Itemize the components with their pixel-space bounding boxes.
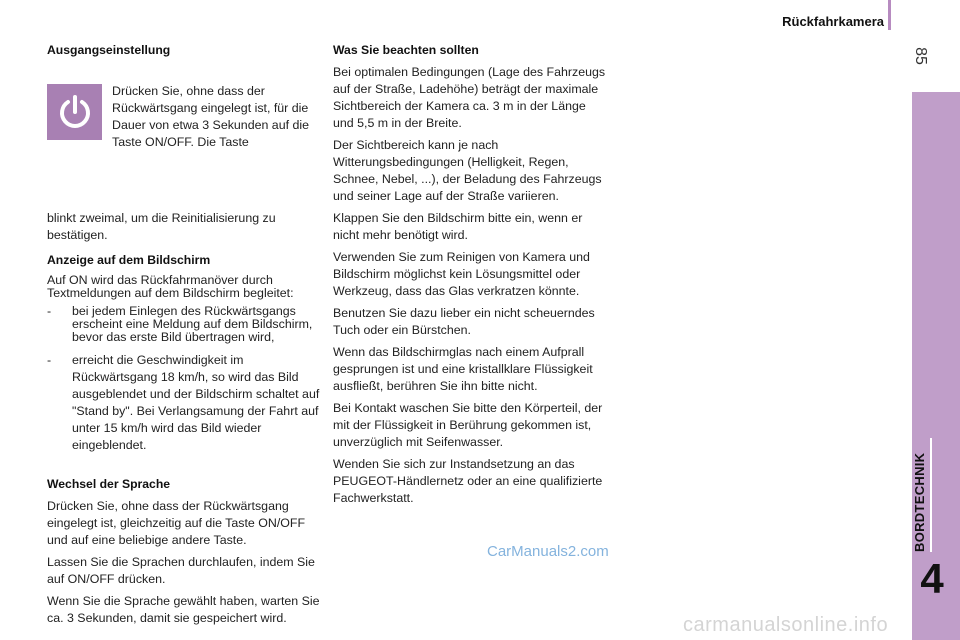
side-tab-divider [930, 438, 932, 552]
notes-paragraph: Klappen Sie den Bildschirm bitte ein, wenn er nicht mehr benötigt wird. [333, 211, 583, 242]
chapter-label-text: BORDTECHNIK [912, 452, 927, 552]
setting-intro-block [47, 64, 321, 149]
list-dash: - [47, 353, 52, 367]
notes-paragraph: Verwenden Sie zum Reinigen von Kamera und Bildschirm möglichst kein Lösungsmittel oder Werkzeug, dass das Glas verkratzen könnte. [333, 250, 590, 298]
right-column [333, 42, 608, 512]
power-icon-glyph [56, 93, 94, 131]
notes-paragraph: Bei Kontakt waschen Sie bitte den Körperteil, der mit der Flüssigkeit in Berührung gekommen ist, unverzüglich mit Seifenwasser. [333, 401, 603, 449]
chapter-number: 4 [920, 555, 944, 602]
language-paragraph: Drücken Sie, ohne dass der Rückwärtsgang eingelegt ist, gleichzeitig auf die Taste ON/OFF und auf eine beliebige andere Taste. [47, 499, 306, 547]
setting-intro-text: Drücken Sie, ohne dass der Rückwärtsgang eingelegt ist, für die Dauer von etwa 3 Sekunden auf die Taste ON/OFF. Die Taste [112, 84, 310, 149]
language-paragraph: Lassen Sie die Sprachen durchlaufen, indem Sie auf ON/OFF drücken. [47, 555, 315, 586]
notes-heading: Was Sie beachten sollten [333, 43, 479, 57]
language-paragraph: Wenn Sie die Sprache gewählt haben, warten Sie ca. 3 Sekunden, damit sie gespeichert wird. [47, 594, 320, 625]
left-column [47, 42, 321, 632]
watermark-footer[interactable]: carmanualsonline.info [683, 614, 889, 636]
list-item-text: erreicht die Geschwindigkeit im Rückwärtsgang 18 km/h, so wird das Bild ausgeblendet und der Bildschirm schaltet auf "Stand by". Bei Verlangsamung der Fahrt auf unter 15 km/h wird das Bild wieder eingeblendet. [72, 353, 320, 452]
list-item [47, 352, 321, 454]
page-number: 85 [912, 47, 929, 65]
page-header-title: Rückfahrkamera [782, 14, 884, 29]
setting-heading: Ausgangseinstellung [47, 43, 171, 57]
list-item [47, 305, 321, 344]
notes-paragraph: Bei optimalen Bedingungen (Lage des Fahrzeugs auf der Straße, Ladehöhe) beträgt der maximale Sichtbereich der Kamera ca. 3 m in der Länge und 5,5 m in der Breite. [333, 65, 606, 130]
list-item-text: bei jedem Einlegen des Rückwärtsgangs erscheint eine Meldung auf dem Bildschirm, bevor das erste Bild übertragen wird, [72, 304, 313, 344]
notes-paragraph: Benutzen Sie dazu lieber ein nicht scheuerndes Tuch oder ein Bürstchen. [333, 306, 595, 337]
display-heading: Anzeige auf dem Bildschirm [47, 253, 211, 267]
header-divider [888, 0, 891, 30]
notes-paragraph: Der Sichtbereich kann je nach Witterungsbedingungen (Helligkeit, Regen, Schnee, Nebel, ...), der Beladung des Fahrzeugs und seiner Lage auf der Straße variieren. [333, 138, 602, 203]
language-heading: Wechsel der Sprache [47, 477, 171, 491]
list-dash: - [47, 304, 52, 318]
display-text: Auf ON wird das Rückfahrmanöver durch Textmeldungen auf dem Bildschirm begleitet: [47, 273, 294, 300]
setting-intro-tail: blinkt zweimal, um die Reinitialisierung zu bestätigen. [47, 211, 276, 242]
notes-paragraph: Wenn das Bildschirmglas nach einem Aufprall gesprungen ist und eine kristallklare Flüssigkeit ausfließt, berühren Sie ihn bitte nicht. [333, 345, 593, 393]
watermark-link[interactable]: CarManuals2.com [487, 543, 609, 560]
notes-paragraph: Wenden Sie sich zur Instandsetzung an das PEUGEOT-Händlernetz oder an eine qualifizierte Fachwerkstatt. [333, 457, 603, 505]
power-icon [47, 84, 102, 140]
